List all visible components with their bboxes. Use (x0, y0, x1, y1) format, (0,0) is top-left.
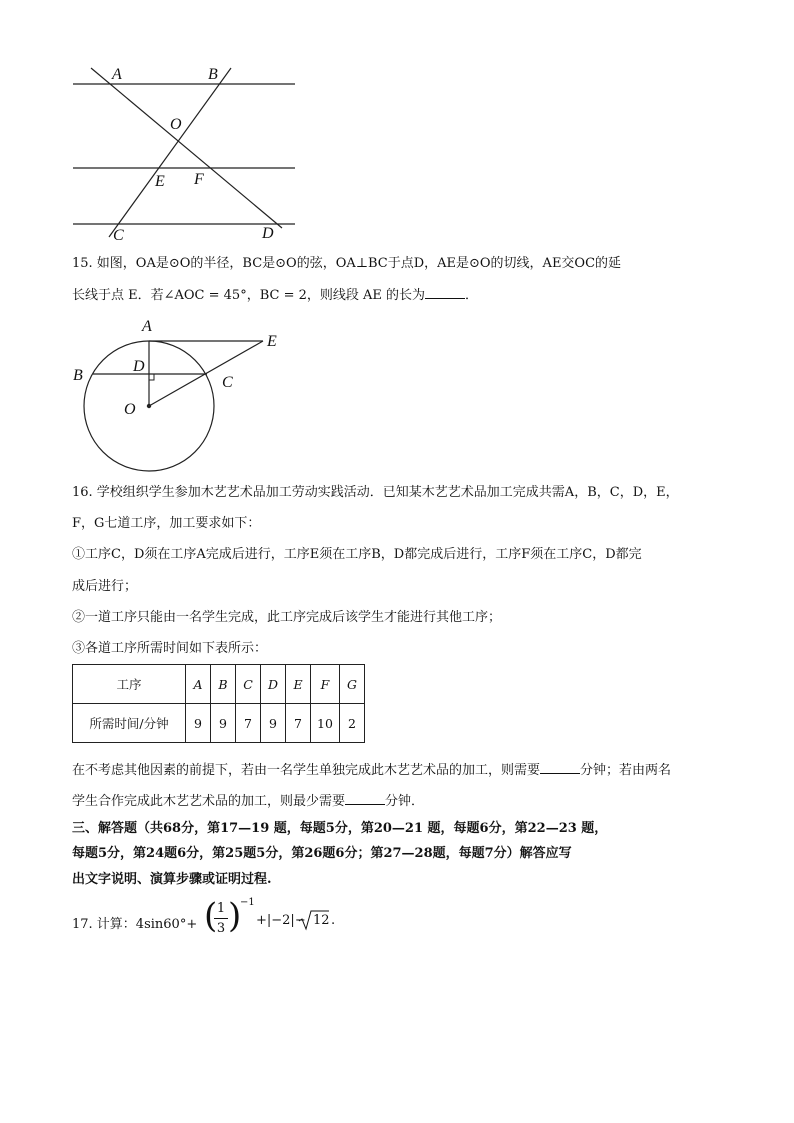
table-cell-proc-C: C (236, 665, 261, 704)
label-C: C (113, 227, 124, 244)
fig15-label-E: E (267, 333, 277, 350)
fig15-label-B: B (73, 367, 83, 384)
q17-prefix: 17. 计算：4sin60°+ (72, 917, 198, 932)
table-header-procedure: 工序 (73, 665, 186, 704)
table-cell-proc-E: E (286, 665, 311, 704)
q16-answer-blank-2 (345, 792, 385, 805)
table-header-time: 所需时间/分钟 (73, 704, 186, 743)
table-cell-proc-D: D (261, 665, 286, 704)
q17-frac-numerator: 1 (216, 901, 226, 916)
table-cell-time-G: 2 (340, 704, 365, 743)
q15-text-line2-prefix: 长线于点 E．若∠AOC = 45°，BC = 2，则线段 AE 的长为 (72, 288, 426, 303)
section3-heading-line3: 出文字说明、演算步骤或证明过程. (72, 872, 272, 887)
q17-left-paren: ( (204, 896, 218, 936)
q16-text-line6: ③各道工序所需时间如下表所示： (72, 641, 268, 656)
label-B: B (208, 66, 218, 83)
q16-text-line2: F，G七道工序，加工要求如下： (72, 516, 261, 531)
q16-text-line8 (72, 792, 424, 811)
label-O: O (170, 116, 182, 133)
label-F: F (194, 171, 204, 188)
q17-sqrt-arg: 12 (313, 913, 330, 928)
q16-text-line1: 16. 学校组织学生参加木艺艺术品加工劳动实践活动．已知某木艺艺术品加工完成共需A，B，C，D，E， (72, 485, 679, 500)
q16-text-line3: ①工序C，D须在工序A完成后进行，工序E须在工序B，D都完成后进行，工序F须在工序C，D都完 (72, 547, 642, 562)
procedure-time-table (72, 664, 365, 743)
q17-frac-denominator: 3 (214, 918, 228, 939)
section3-heading-line1: 三、解答题（共68分，第17—19 题，每题5分，第20—21 题，每题6分，第22—23 题， (72, 821, 608, 836)
table-cell-time-B: 9 (211, 704, 236, 743)
fig15-label-O: O (124, 401, 136, 418)
table-cell-time-D: 9 (261, 704, 286, 743)
q16-line8-part-b: 分钟． (385, 794, 425, 809)
label-D: D (262, 225, 274, 242)
table-row-times (73, 704, 365, 743)
fig15-label-D: D (133, 358, 145, 375)
q16-text-line4: 成后进行； (72, 579, 138, 594)
q17-fraction (214, 900, 228, 939)
table-cell-proc-F: F (311, 665, 340, 704)
section3-heading-line2: 每题5分，第24题6分，第25题5分，第26题6分；第27—28题，每题7分）解答应写 (72, 846, 572, 861)
table-cell-proc-A: A (186, 665, 211, 704)
q15-text-line1: 15. 如图，OA是⊙O的半径，BC是⊙O的弦，OA⊥BC于点D，AE是⊙O的切线，AE交OC的延 (72, 256, 622, 271)
q17-exponent: −1 (240, 897, 255, 908)
label-A: A (112, 66, 122, 83)
q17-middle: +|−2|− (256, 913, 306, 928)
q17-suffix: . (331, 913, 336, 928)
q16-line8-part-a: 学生合作完成此木艺艺术品的加工，则最少需要 (72, 794, 346, 809)
fig15-label-A: A (142, 318, 152, 335)
table-cell-time-A: 9 (186, 704, 211, 743)
q15-text-line2-suffix: ． (465, 288, 479, 303)
q16-text-line7 (72, 761, 671, 780)
table-cell-proc-G: G (340, 665, 365, 704)
fig15-label-C: C (222, 374, 233, 391)
q16-line7-part-a: 在不考虑其他因素的前提下，若由一名学生单独完成此木艺艺术品的加工，则需要 (72, 763, 541, 778)
circle-tangent-figure (0, 0, 794, 480)
label-E: E (155, 173, 165, 190)
q17-right-paren: ) (228, 896, 242, 936)
table-cell-time-E: 7 (286, 704, 311, 743)
table-cell-proc-B: B (211, 665, 236, 704)
table-row-procedures (73, 665, 365, 704)
q16-text-line5: ②一道工序只能由一名学生完成，此工序完成后该学生才能进行其他工序； (72, 610, 502, 625)
table-cell-time-C: 7 (236, 704, 261, 743)
table-cell-time-F: 10 (311, 704, 340, 743)
q16-answer-blank-1 (540, 761, 580, 774)
q16-line7-part-b: 分钟；若由两名 (580, 763, 672, 778)
